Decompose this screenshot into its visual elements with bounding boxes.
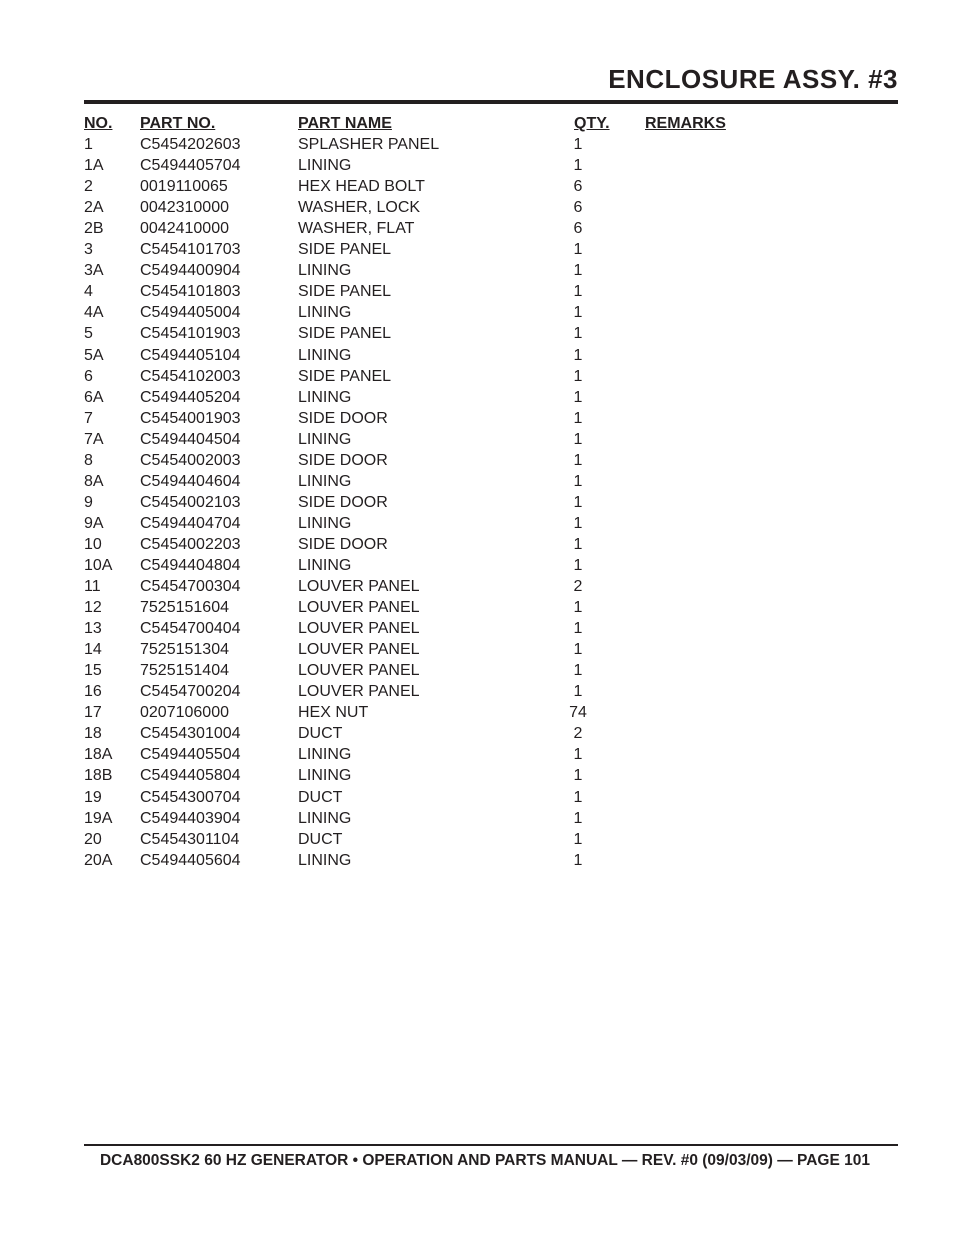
cell-part-name: LINING bbox=[298, 767, 352, 785]
cell-qty: 1 bbox=[573, 451, 583, 469]
cell-no: 18 bbox=[84, 725, 102, 743]
cell-part-no: C5454301004 bbox=[140, 725, 241, 743]
cell-part-no: C5494404604 bbox=[140, 472, 241, 490]
cell-part-no: 0042410000 bbox=[140, 220, 229, 238]
cell-part-name: LOUVER PANEL bbox=[298, 683, 420, 701]
cell-part-name: LINING bbox=[298, 304, 352, 322]
cell-no: 18B bbox=[84, 767, 113, 785]
cell-part-name: LOUVER PANEL bbox=[298, 641, 420, 659]
cell-qty: 6 bbox=[573, 199, 583, 217]
cell-qty: 1 bbox=[573, 409, 583, 427]
table-row bbox=[84, 639, 898, 660]
cell-part-name: SIDE DOOR bbox=[298, 451, 388, 469]
table-row bbox=[84, 155, 898, 176]
cell-qty: 1 bbox=[573, 430, 583, 448]
footer-divider bbox=[84, 1144, 898, 1146]
cell-part-name: SIDE DOOR bbox=[298, 535, 388, 553]
cell-part-no: 0042310000 bbox=[140, 199, 229, 217]
table-row bbox=[84, 471, 898, 492]
header-remarks: REMARKS bbox=[645, 115, 726, 132]
cell-qty: 1 bbox=[573, 830, 583, 848]
cell-qty: 1 bbox=[573, 514, 583, 532]
table-row bbox=[84, 534, 898, 555]
cell-part-name: SPLASHER PANEL bbox=[298, 136, 440, 154]
cell-part-no: C5494405704 bbox=[140, 157, 241, 175]
cell-part-name: LINING bbox=[298, 809, 352, 827]
table-row bbox=[84, 576, 898, 597]
cell-no: 9 bbox=[84, 493, 93, 511]
cell-qty: 1 bbox=[573, 851, 583, 869]
cell-part-no: C5454102003 bbox=[140, 367, 241, 385]
table-row bbox=[84, 850, 898, 871]
cell-no: 8A bbox=[84, 472, 104, 490]
cell-part-name: DUCT bbox=[298, 830, 343, 848]
cell-qty: 1 bbox=[573, 325, 583, 343]
cell-no: 20 bbox=[84, 830, 102, 848]
cell-qty: 1 bbox=[573, 599, 583, 617]
table-row bbox=[84, 765, 898, 786]
cell-qty: 1 bbox=[573, 556, 583, 574]
table-row bbox=[84, 387, 898, 408]
table-row bbox=[84, 429, 898, 450]
cell-qty: 1 bbox=[573, 157, 583, 175]
cell-part-no: C5494400904 bbox=[140, 262, 241, 280]
cell-part-name: LINING bbox=[298, 472, 352, 490]
cell-no: 10 bbox=[84, 535, 102, 553]
cell-qty: 1 bbox=[573, 283, 583, 301]
cell-part-no: 0207106000 bbox=[140, 704, 229, 722]
table-row bbox=[84, 513, 898, 534]
cell-part-no: C5494405604 bbox=[140, 851, 241, 869]
cell-qty: 1 bbox=[573, 304, 583, 322]
cell-part-no: 7525151304 bbox=[140, 641, 229, 659]
cell-no: 10A bbox=[84, 556, 113, 574]
cell-no: 13 bbox=[84, 620, 102, 638]
cell-part-name: SIDE PANEL bbox=[298, 325, 392, 343]
cell-part-name: SIDE DOOR bbox=[298, 493, 388, 511]
cell-no: 9A bbox=[84, 514, 104, 532]
cell-part-name: LINING bbox=[298, 514, 352, 532]
cell-part-name: SIDE PANEL bbox=[298, 241, 392, 259]
cell-part-no: C5454202603 bbox=[140, 136, 241, 154]
table-row bbox=[84, 723, 898, 744]
cell-part-no: C5494403904 bbox=[140, 809, 241, 827]
cell-no: 18A bbox=[84, 746, 113, 764]
cell-part-no: C5494405104 bbox=[140, 346, 241, 364]
table-row bbox=[84, 218, 898, 239]
cell-no: 8 bbox=[84, 451, 93, 469]
cell-qty: 1 bbox=[573, 662, 583, 680]
cell-no: 5 bbox=[84, 325, 93, 343]
cell-no: 4 bbox=[84, 283, 93, 301]
table-row bbox=[84, 702, 898, 723]
cell-qty: 6 bbox=[573, 178, 583, 196]
cell-no: 3 bbox=[84, 241, 93, 259]
cell-part-name: DUCT bbox=[298, 725, 343, 743]
cell-part-name: LINING bbox=[298, 388, 352, 406]
cell-no: 7 bbox=[84, 409, 93, 427]
cell-part-no: C5494405204 bbox=[140, 388, 241, 406]
cell-part-no: C5454300704 bbox=[140, 788, 241, 806]
cell-part-no: C5454700404 bbox=[140, 620, 241, 638]
table-row bbox=[84, 302, 898, 323]
cell-no: 2 bbox=[84, 178, 93, 196]
header-part-no: PART NO. bbox=[140, 115, 216, 132]
cell-part-no: C5454002203 bbox=[140, 535, 241, 553]
cell-no: 2B bbox=[84, 220, 104, 238]
cell-part-no: C5494404804 bbox=[140, 556, 241, 574]
cell-no: 6 bbox=[84, 367, 93, 385]
cell-no: 19A bbox=[84, 809, 113, 827]
cell-part-name: WASHER, LOCK bbox=[298, 199, 421, 217]
cell-part-name: DUCT bbox=[298, 788, 343, 806]
cell-part-no: C5494405004 bbox=[140, 304, 241, 322]
cell-part-no: C5454002103 bbox=[140, 493, 241, 511]
table-row bbox=[84, 366, 898, 387]
cell-part-no: C5454101903 bbox=[140, 325, 241, 343]
cell-no: 6A bbox=[84, 388, 104, 406]
table-row bbox=[84, 239, 898, 260]
table-row bbox=[84, 597, 898, 618]
page-title: ENCLOSURE ASSY. #3 bbox=[608, 64, 898, 94]
cell-part-name: LINING bbox=[298, 157, 352, 175]
cell-no: 16 bbox=[84, 683, 102, 701]
cell-part-name: SIDE PANEL bbox=[298, 283, 392, 301]
cell-part-no: C5454101803 bbox=[140, 283, 241, 301]
cell-qty: 1 bbox=[573, 472, 583, 490]
cell-part-name: LINING bbox=[298, 430, 352, 448]
cell-qty: 1 bbox=[573, 767, 583, 785]
cell-part-no: 7525151404 bbox=[140, 662, 229, 680]
cell-part-name: LOUVER PANEL bbox=[298, 578, 420, 596]
table-row bbox=[84, 681, 898, 702]
cell-part-name: LOUVER PANEL bbox=[298, 620, 420, 638]
cell-part-no: C5494405804 bbox=[140, 767, 241, 785]
cell-qty: 1 bbox=[573, 788, 583, 806]
cell-part-name: SIDE PANEL bbox=[298, 367, 392, 385]
cell-qty: 1 bbox=[573, 535, 583, 553]
title-divider bbox=[84, 100, 898, 104]
cell-part-name: SIDE DOOR bbox=[298, 409, 388, 427]
cell-part-no: C5454001903 bbox=[140, 409, 241, 427]
parts-table bbox=[84, 113, 898, 871]
header-qty: QTY. bbox=[574, 115, 610, 132]
cell-no: 11 bbox=[84, 578, 101, 596]
cell-no: 20A bbox=[84, 851, 113, 869]
cell-no: 4A bbox=[84, 304, 104, 322]
cell-qty: 1 bbox=[573, 620, 583, 638]
cell-no: 5A bbox=[84, 346, 104, 364]
cell-qty: 1 bbox=[573, 136, 583, 154]
table-row bbox=[84, 618, 898, 639]
cell-part-no: 0019110065 bbox=[140, 178, 228, 196]
cell-qty: 1 bbox=[573, 367, 583, 385]
cell-part-name: LINING bbox=[298, 346, 352, 364]
table-row bbox=[84, 660, 898, 681]
cell-part-name: LINING bbox=[298, 746, 352, 764]
cell-qty: 6 bbox=[573, 220, 583, 238]
table-row bbox=[84, 408, 898, 429]
table-row bbox=[84, 345, 898, 366]
cell-part-name: LINING bbox=[298, 262, 352, 280]
cell-part-no: C5494405504 bbox=[140, 746, 241, 764]
table-row bbox=[84, 555, 898, 576]
cell-no: 17 bbox=[84, 704, 102, 722]
cell-part-no: C5454002003 bbox=[140, 451, 241, 469]
cell-qty: 2 bbox=[573, 578, 583, 596]
cell-part-name: LINING bbox=[298, 851, 352, 869]
table-row bbox=[84, 829, 898, 850]
table-row bbox=[84, 744, 898, 765]
cell-no: 3A bbox=[84, 262, 104, 280]
table-row bbox=[84, 450, 898, 471]
cell-part-no: C5454700204 bbox=[140, 683, 241, 701]
cell-qty: 1 bbox=[573, 493, 583, 511]
cell-qty: 1 bbox=[573, 262, 583, 280]
cell-no: 14 bbox=[84, 641, 102, 659]
cell-part-no: C5454700304 bbox=[140, 578, 241, 596]
table-row bbox=[84, 260, 898, 281]
cell-no: 12 bbox=[84, 599, 102, 617]
table-row bbox=[84, 787, 898, 808]
cell-no: 1 bbox=[84, 136, 93, 154]
table-header-row bbox=[84, 113, 898, 134]
cell-no: 7A bbox=[84, 430, 104, 448]
cell-part-no: 7525151604 bbox=[140, 599, 229, 617]
table-row bbox=[84, 492, 898, 513]
cell-qty: 1 bbox=[573, 746, 583, 764]
cell-qty: 1 bbox=[573, 346, 583, 364]
cell-no: 15 bbox=[84, 662, 102, 680]
table-body bbox=[84, 134, 898, 871]
cell-no: 1A bbox=[84, 157, 104, 175]
table-row bbox=[84, 808, 898, 829]
cell-qty: 1 bbox=[573, 641, 583, 659]
cell-qty: 1 bbox=[573, 809, 583, 827]
page-footer: DCA800SSK2 60 HZ GENERATOR • OPERATION AND PARTS MANUAL — REV. #0 (09/03/09) — PAGE 101 bbox=[99, 1152, 870, 1169]
cell-part-no: C5454301104 bbox=[140, 830, 240, 848]
cell-part-no: C5494404704 bbox=[140, 514, 241, 532]
cell-qty: 2 bbox=[573, 725, 583, 743]
cell-part-name: LOUVER PANEL bbox=[298, 662, 420, 680]
table-row bbox=[84, 176, 898, 197]
cell-part-name: HEX HEAD BOLT bbox=[298, 178, 425, 196]
cell-qty: 74 bbox=[569, 704, 587, 722]
header-no: NO. bbox=[84, 115, 113, 132]
cell-part-no: C5494404504 bbox=[140, 430, 241, 448]
cell-part-name: LINING bbox=[298, 556, 352, 574]
table-row bbox=[84, 323, 898, 344]
table-row bbox=[84, 134, 898, 155]
table-row bbox=[84, 197, 898, 218]
cell-part-name: WASHER, FLAT bbox=[298, 220, 415, 238]
cell-no: 2A bbox=[84, 199, 104, 217]
table-row bbox=[84, 281, 898, 302]
cell-qty: 1 bbox=[573, 388, 583, 406]
cell-no: 19 bbox=[84, 788, 102, 806]
cell-part-no: C5454101703 bbox=[140, 241, 241, 259]
header-part-name: PART NAME bbox=[298, 115, 392, 132]
cell-qty: 1 bbox=[573, 241, 583, 259]
cell-qty: 1 bbox=[573, 683, 583, 701]
cell-part-name: LOUVER PANEL bbox=[298, 599, 420, 617]
cell-part-name: HEX NUT bbox=[298, 704, 369, 722]
